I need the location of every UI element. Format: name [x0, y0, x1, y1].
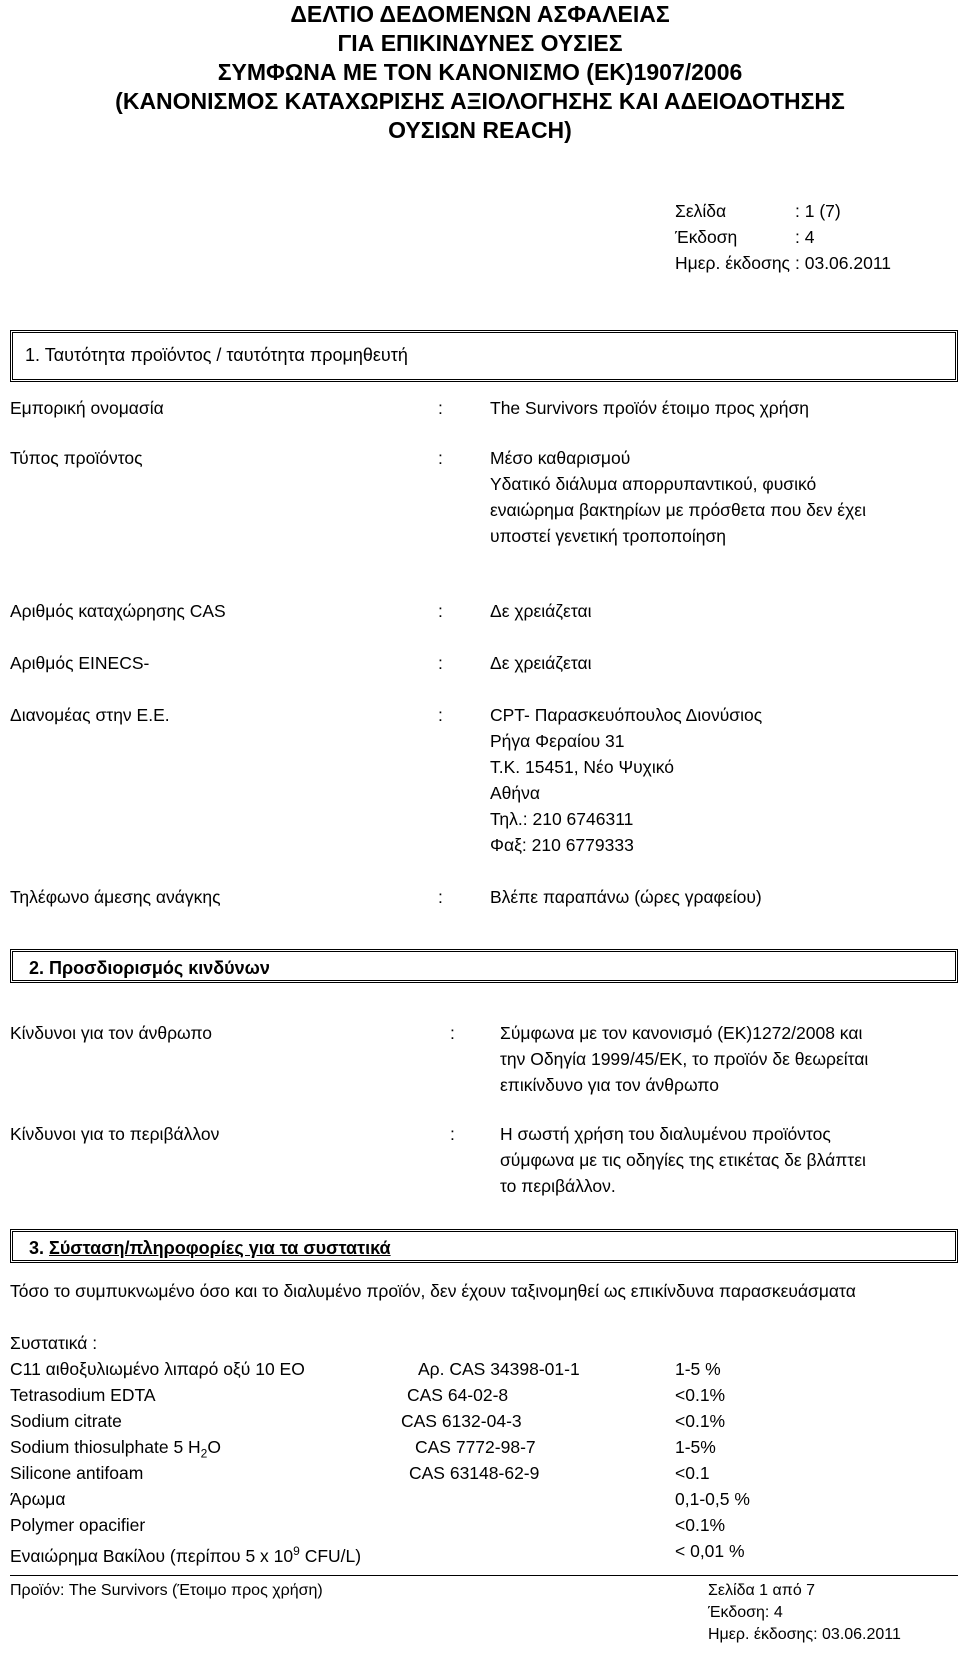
- footer-meta: Σελίδα 1 από 7 Έκδοση: 4 Ημερ. έκδοσης: 03.06.2011: [708, 1582, 901, 1643]
- footer-divider: [10, 1575, 958, 1576]
- document-title: [0, 0, 960, 145]
- title-line: ΓΙΑ ΕΠΙΚΙΝΔΥΝΕΣ ΟΥΣΙΕΣ: [337, 30, 623, 56]
- meta-date: Ημερ. έκδοσης : 03.06.2011: [675, 253, 892, 273]
- composition-intro: Τόσο το συμπυκνωμένο όσο και το διαλυμένο προϊόν, δεν έχουν ταξινομηθεί ως επικίνδυνα παρασκευάσματα: [10, 1281, 856, 1301]
- section-2-heading: 2. Προσδιορισμός κινδύνων: [10, 949, 958, 983]
- ingredients-label: Συστατικά :: [10, 1333, 98, 1353]
- document-meta: [675, 198, 891, 276]
- title-line: (ΚΑΝΟΝΙΣΜΟΣ ΚΑΤΑΧΩΡΙΣΗΣ ΑΞΙΟΛΟΓΗΣΗΣ ΚΑΙ ΑΔΕΙΟΔΟΤΗΣΗΣ: [115, 88, 845, 114]
- title-line: ΟΥΣΙΩΝ REACH): [388, 117, 572, 143]
- meta-edition: Έκδοση : 4: [675, 227, 815, 247]
- title-line: ΔΕΛΤΙΟ ΔΕΔΟΜΕΝΩΝ ΑΣΦΑΛΕΙΑΣ: [290, 1, 670, 27]
- footer-product: Προϊόν: The Survivors (Έτοιμο προς χρήση): [10, 1582, 323, 1599]
- section-1-heading: 1. Ταυτότητα προϊόντος / ταυτότητα προμηθευτή: [10, 330, 958, 382]
- meta-page: Σελίδα : 1 (7): [675, 201, 841, 221]
- title-line: ΣΥΜΦΩΝΑ ΜΕ ΤΟΝ ΚΑΝΟΝΙΣΜΟ (ΕΚ)1907/2006: [217, 59, 743, 85]
- section-3-heading: 3. Σύσταση/πληροφορίες για τα συστατικά: [10, 1229, 958, 1263]
